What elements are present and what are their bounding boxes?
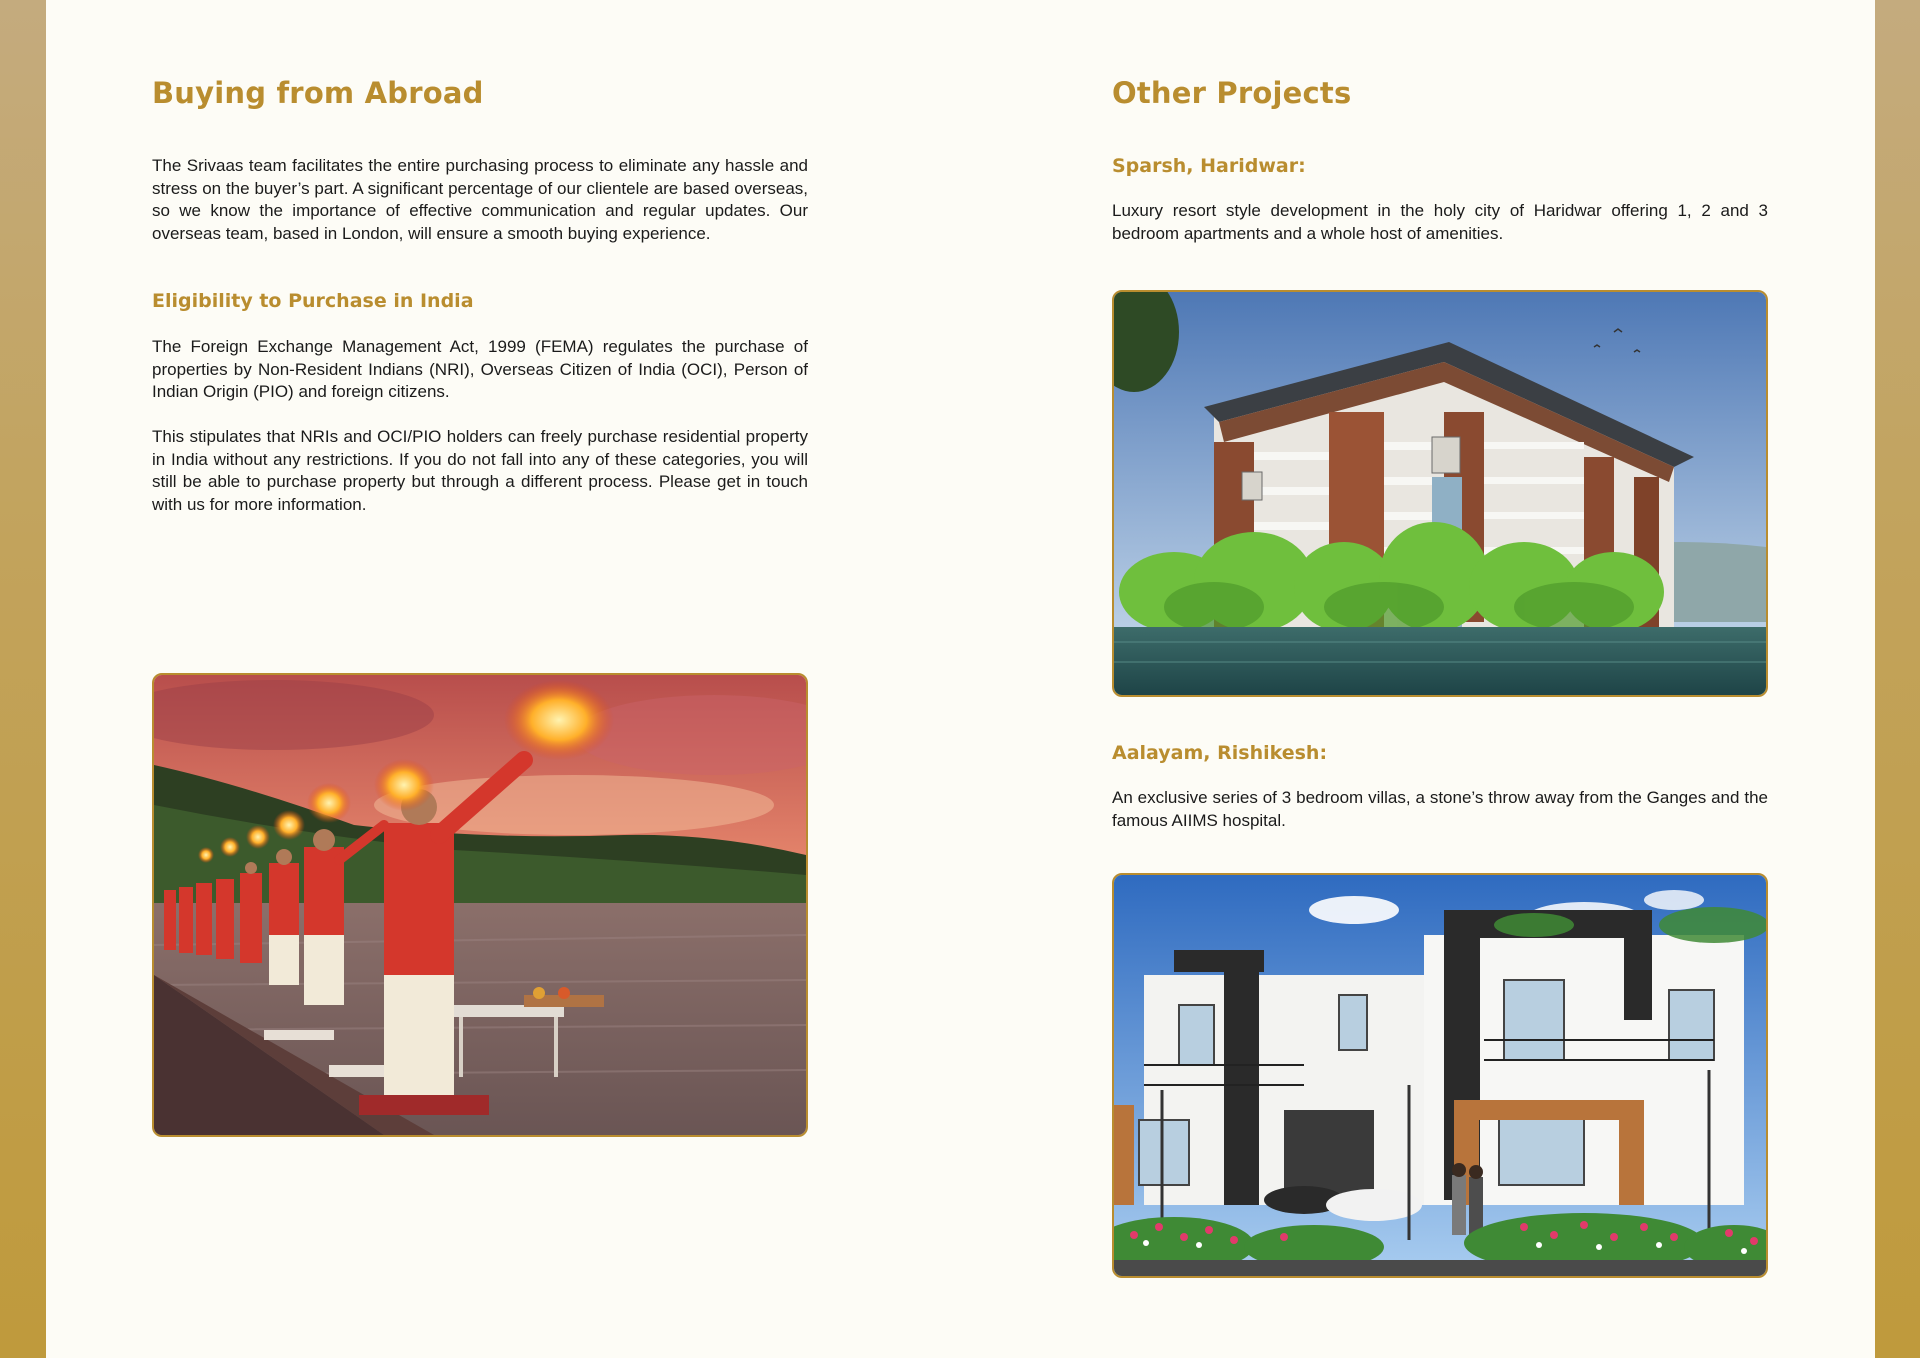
- aalayam-rishikesh-photo: [1112, 873, 1768, 1278]
- eligibility-paragraph-2: This stipulates that NRIs and OCI/PIO holders can freely purchase residential property in India without any restrictions. If you do not fall into any of these categories, you will still be able to purchase property but through a different process. Please get in touch with us for more information.: [152, 427, 808, 514]
- aalayam-villas-image: [1114, 875, 1766, 1276]
- eligibility-paragraph-1: The Foreign Exchange Management Act, 1999 (FEMA) regulates the purchase of properties by Non-Resident Indians (NRI), Overseas Citizen of India (OCI), Person of Indian Origin (PIO) and foreign citizens.: [152, 337, 808, 401]
- ganga-aarti-image: [154, 675, 806, 1135]
- sparsh-haridwar-photo: [1112, 290, 1768, 697]
- brochure-page: [46, 0, 1875, 1358]
- project-name-sparsh: Sparsh, Haridwar:: [1112, 155, 1306, 177]
- eligibility-heading: Eligibility to Purchase in India: [152, 290, 474, 312]
- project-description-sparsh: Luxury resort style development in the holy city of Haridwar offering 1, 2 and 3 bedroom apartments and a whole host of amenities.: [1112, 201, 1768, 243]
- section-title-buying-from-abroad: Buying from Abroad: [152, 76, 484, 110]
- intro-paragraph: The Srivaas team facilitates the entire purchasing process to eliminate any hassle and stress on the buyer’s part. A significant percentage of our clientele are based overseas, so we know the importance of effective communication and regular updates. Our overseas team, based in London, will ensure a smooth buying experience.: [152, 156, 808, 243]
- sparsh-building-image: [1114, 292, 1766, 695]
- section-title-other-projects: Other Projects: [1112, 76, 1352, 110]
- project-description-aalayam: An exclusive series of 3 bedroom villas, a stone’s throw away from the Ganges and the famous AIIMS hospital.: [1112, 788, 1768, 830]
- project-name-aalayam: Aalayam, Rishikesh:: [1112, 742, 1328, 764]
- ganga-aarti-photo: [152, 673, 808, 1137]
